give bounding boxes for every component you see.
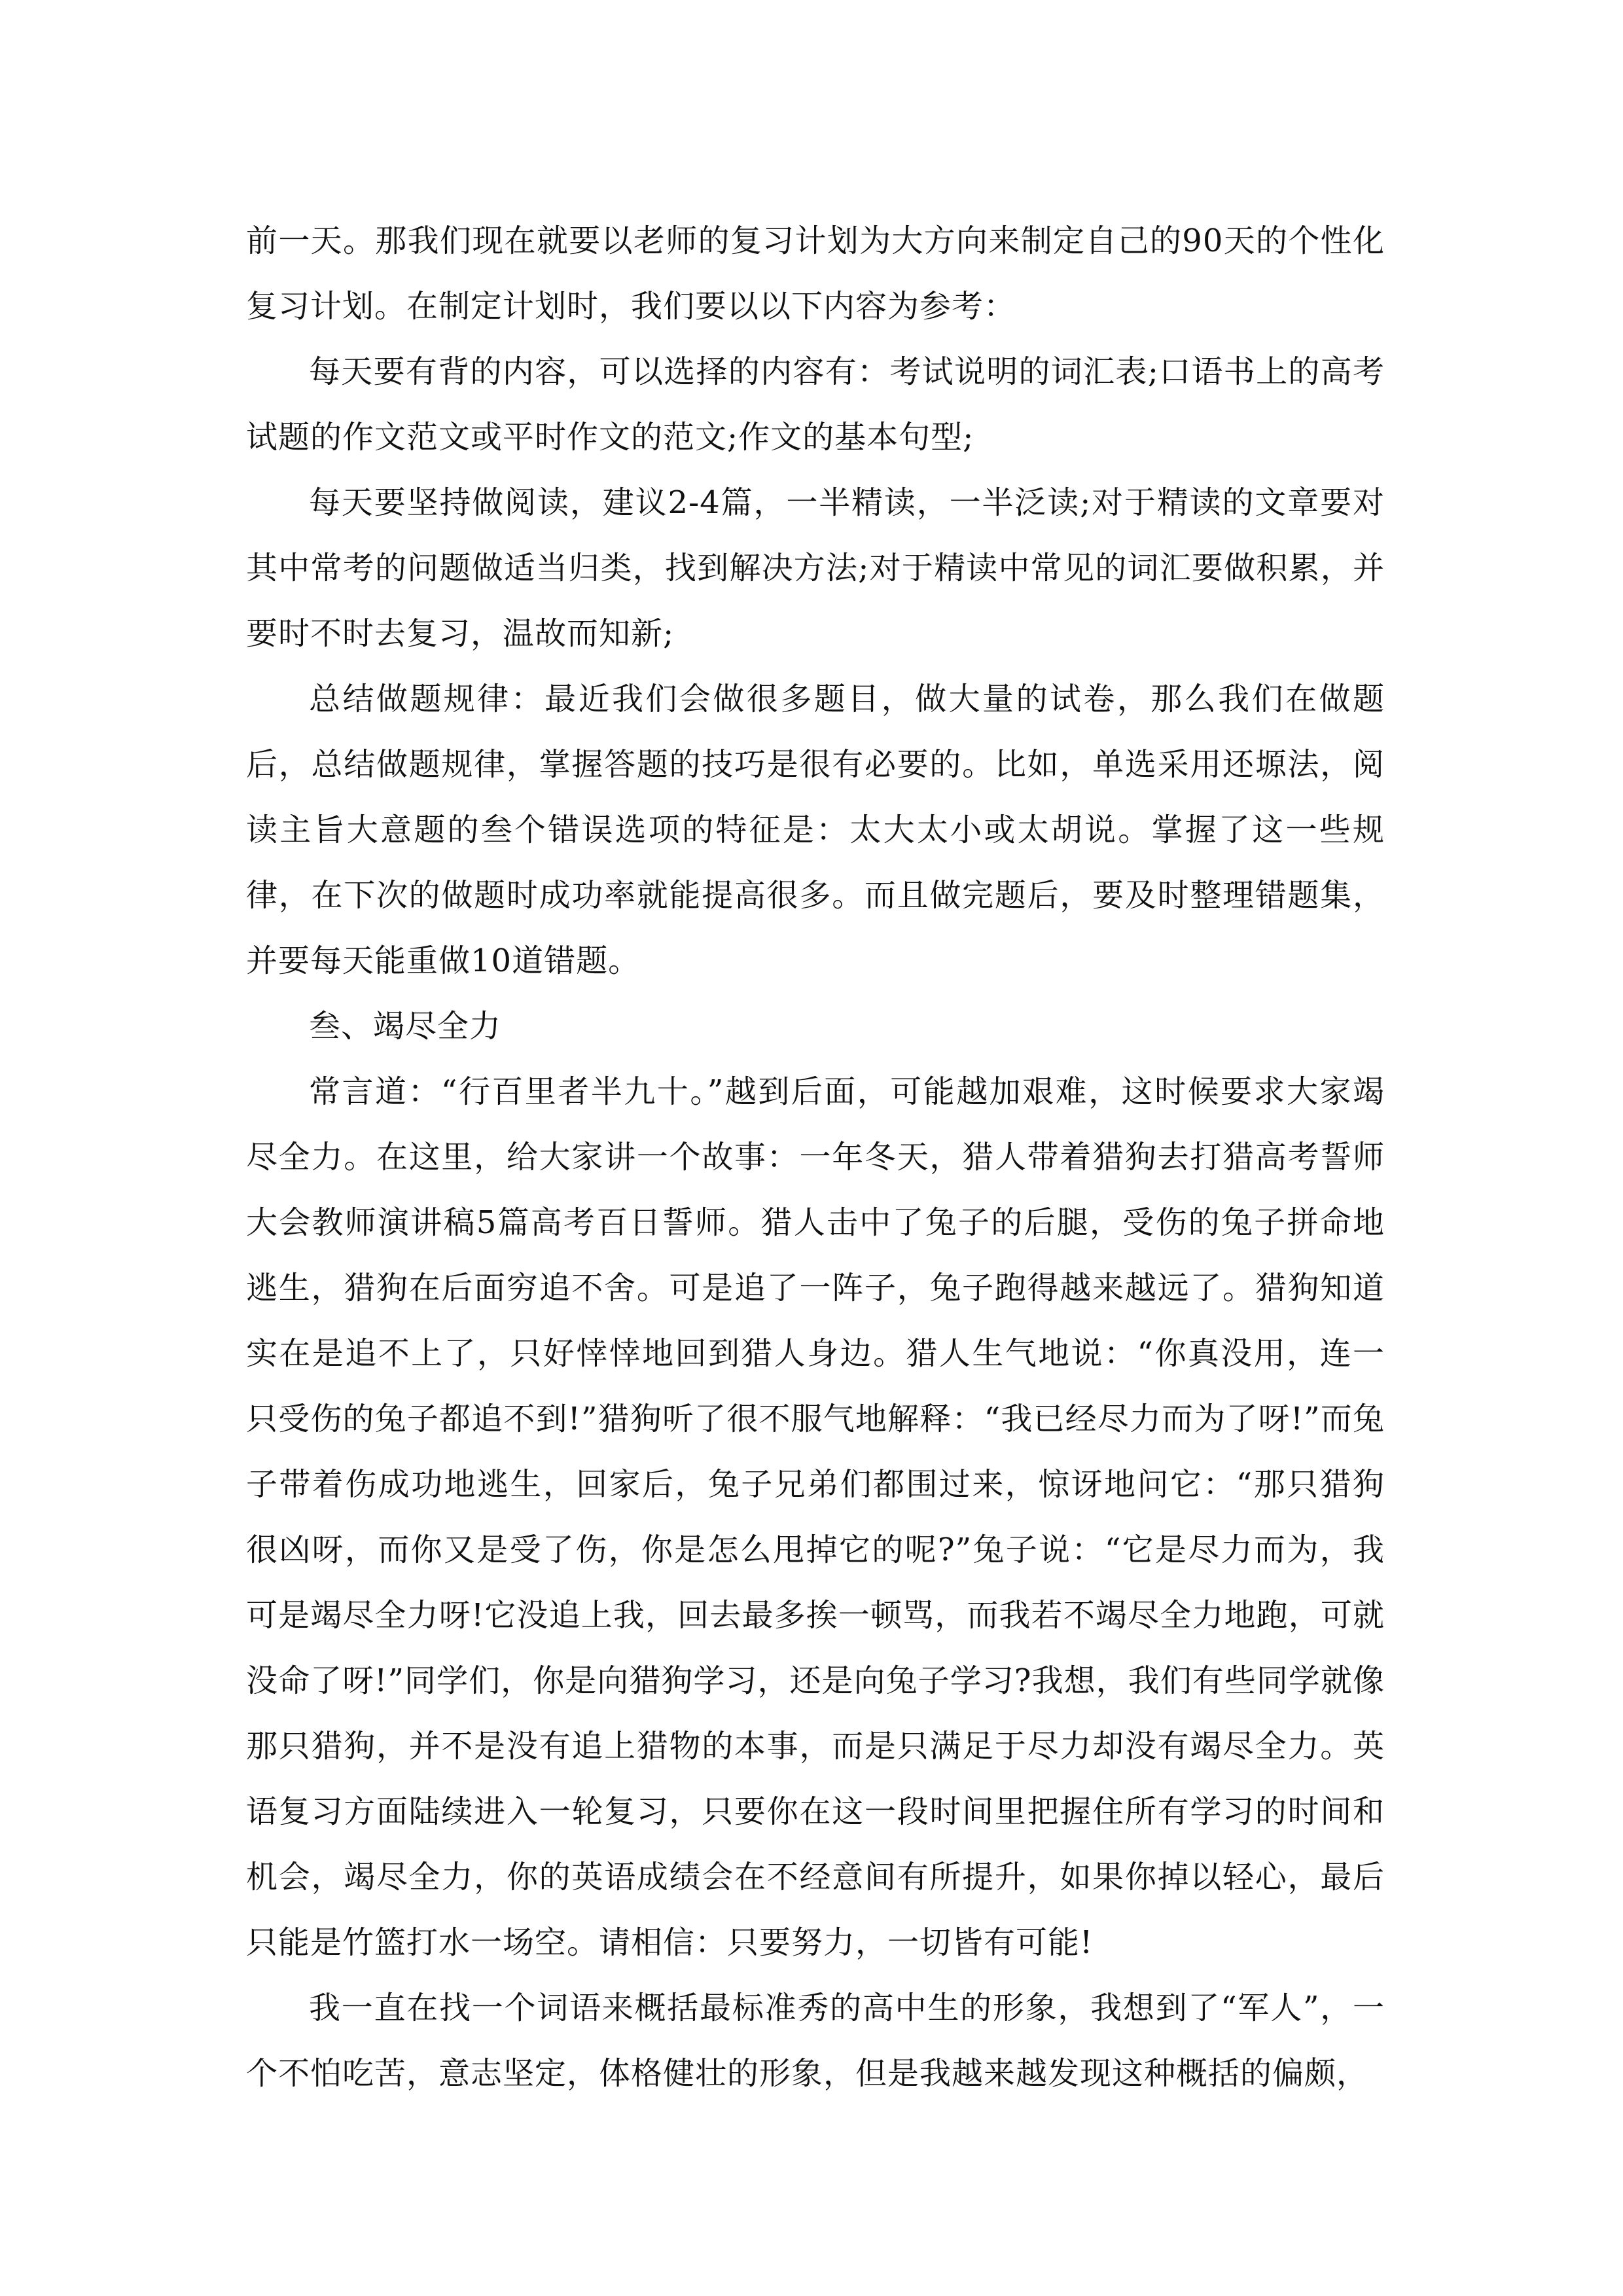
paragraph-hunter-story: 常言道：“行百里者半九十。”越到后面，可能越加艰难，这时候要求大家竭尽全力。在这里，给大家讲一个故事：一年冬天，猎人带着猎狗去打猎高考誓师大会教师演讲稿5篇高考百日誓师。猎人击中了兔子的后腿，受伤的兔子拼命地逃生，猎狗在后面穷追不舍。可是追了一阵子，兔子跑得越来越远了。猎狗知道实在是追不上了，只好悻悻地回到猎人身边。猎人生气地说：“你真没用，连一只受伤的兔子都追不到!”猎狗听了很不服气地解释：“我已经尽力而为了呀!”而兔子带着伤成功地逃生，回家后，兔子兄弟们都围过来，惊讶地问它：“那只猎狗很凶呀，而你又是受了伤，你是怎么甩掉它的呢?”兔子说：“它是尽力而为，我可是竭尽全力呀!它没追上我，回去最多挨一顿骂，而我若不竭尽全力地跑，可就没命了呀!”同学们，你是向猎狗学习，还是向兔子学习?我想，我们有些同学就像那只猎狗，并不是没有追上猎物的本事，而是只满足于尽力却没有竭尽全力。英语复习方面陆续进入一轮复习，只要你在这一段时间里把握住所有学习的时间和机会，竭尽全力，你的英语成绩会在不经意间有所提升，如果你掉以轻心，最后只能是竹篮打水一场空。请相信：只要努力，一切皆有可能! (246, 1073, 1385, 1961)
paragraph-soldier-image: 我一直在找一个词语来概括最标准秀的高中生的形象，我想到了“军人”，一个不怕吃苦，意志坚定，体格健壮的形象，但是我越来越发现这种概括的偏颇， (246, 1990, 1385, 2092)
paragraph-summarize-rules: 总结做题规律：最近我们会做很多题目，做大量的试卷，那么我们在做题后，总结做题规律，掌握答题的技巧是很有必要的。比如，单选采用还塬法，阅读主旨大意题的叁个错误选项的特征是：太大太小或太胡说。掌握了这一些规律，在下次的做题时成功率就能提高很多。而且做完题后，要及时整理错题集，并要每天能重做10道错题。 (246, 681, 1385, 979)
paragraph-continuation: 前一天。那我们现在就要以老师的复习计划为大方向来制定自己的90天的个性化复习计划。在制定计划时，我们要以以下内容为参考： (246, 223, 1385, 325)
document-body (246, 208, 1385, 2106)
section-heading: 叁、竭尽全力 (309, 1008, 502, 1045)
paragraph-daily-memorization: 每天要有背的内容，可以选择的内容有：考试说明的词汇表;口语书上的高考试题的作文范文或平时作文的范文;作文的基本句型; (246, 353, 1385, 456)
paragraph-daily-reading: 每天要坚持做阅读，建议2-4篇，一半精读，一半泛读;对于精读的文章要对其中常考的问题做适当归类，找到解决方法;对于精读中常见的词汇要做积累，并要时不时去复习，温故而知新; (246, 484, 1385, 652)
